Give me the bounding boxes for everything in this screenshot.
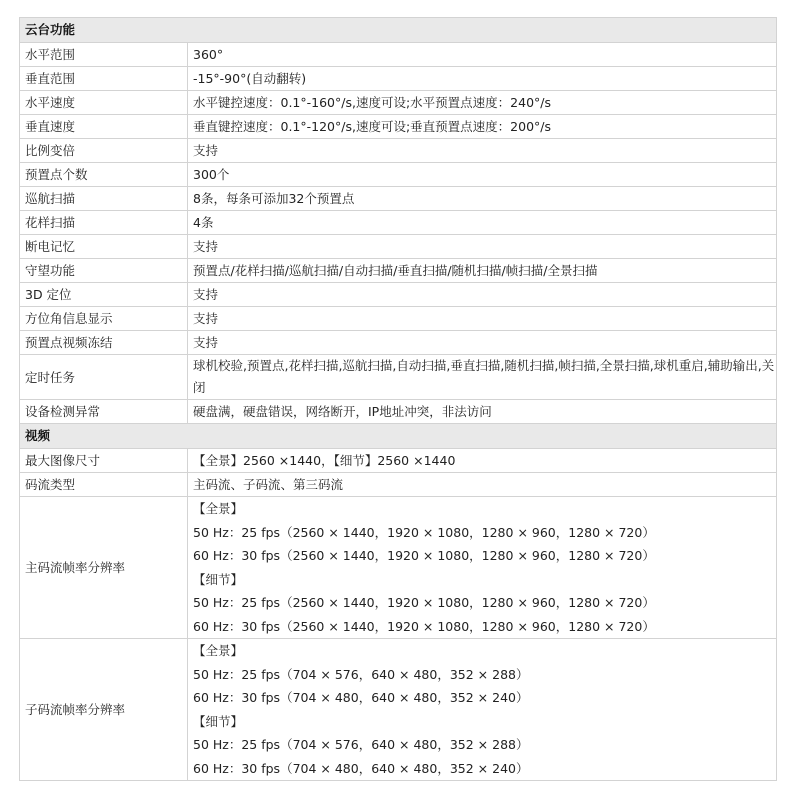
spec-row-exception (20, 400, 777, 424)
group-label-panorama: 【全景】 (193, 501, 244, 516)
spec-row (20, 115, 777, 139)
spec-key: 比例变倍 (20, 139, 188, 163)
section-title: 云台功能 (20, 18, 777, 43)
spec-key: 预置点视频冻结 (20, 331, 188, 355)
spec-key: 守望功能 (20, 259, 188, 283)
spec-row-sub-stream (20, 639, 777, 781)
section-header-video (20, 424, 777, 449)
spec-value: 支持 (188, 307, 777, 331)
spec-value-block (188, 639, 777, 781)
spec-row (20, 139, 777, 163)
spec-row (20, 235, 777, 259)
spec-value: 360° (188, 43, 777, 67)
spec-sheet (19, 17, 777, 781)
spec-row (20, 307, 777, 331)
spec-row (20, 163, 777, 187)
spec-row-timed-task (20, 355, 777, 400)
spec-key: 预置点个数 (20, 163, 188, 187)
spec-row-max-resolution (20, 449, 777, 473)
spec-row (20, 283, 777, 307)
framerate-line: 60 Hz：30 fps（704 × 480，640 × 480，352 × 240） (193, 690, 529, 705)
spec-key: 码流类型 (20, 473, 188, 497)
framerate-line: 60 Hz：30 fps（2560 × 1440，1920 × 1080，1280 × 960，1280 × 720） (193, 548, 655, 563)
spec-value: 垂直键控速度：0.1°-120°/s,速度可设;垂直预置点速度：200°/s (188, 115, 777, 139)
spec-value: 支持 (188, 139, 777, 163)
spec-key: 方位角信息显示 (20, 307, 188, 331)
framerate-line: 60 Hz：30 fps（2560 × 1440，1920 × 1080，1280 × 960，1280 × 720） (193, 618, 655, 634)
spec-value: 支持 (188, 283, 777, 307)
spec-row-stream-type (20, 473, 777, 497)
section-title: 视频 (20, 424, 777, 449)
spec-key: 最大图像尺寸 (20, 449, 188, 473)
spec-key: 巡航扫描 (20, 187, 188, 211)
spec-row (20, 211, 777, 235)
spec-key: 定时任务 (20, 355, 188, 400)
spec-key: 断电记忆 (20, 235, 188, 259)
spec-key: 垂直范围 (20, 67, 188, 91)
spec-value: -15°-90°(自动翻转) (188, 67, 777, 91)
framerate-line: 50 Hz：25 fps（2560 × 1440，1920 × 1080，1280 × 960，1280 × 720） (193, 524, 655, 540)
spec-row (20, 259, 777, 283)
spec-value: 300个 (188, 163, 777, 187)
spec-key: 水平范围 (20, 43, 188, 67)
framerate-line: 50 Hz：25 fps（2560 × 1440，1920 × 1080，1280 × 960，1280 × 720） (193, 595, 655, 610)
spec-value: 8条，每条可添加32个预置点 (188, 187, 777, 211)
spec-key: 水平速度 (20, 91, 188, 115)
group-label-detail: 【细节】 (193, 571, 244, 587)
spec-value-block (188, 497, 777, 639)
group-label-detail: 【细节】 (193, 713, 244, 729)
spec-value: 支持 (188, 331, 777, 355)
section-header-ptz (20, 18, 777, 43)
spec-key: 花样扫描 (20, 211, 188, 235)
spec-key: 子码流帧率分辨率 (20, 639, 188, 781)
spec-value: 主码流、子码流、第三码流 (188, 473, 777, 497)
spec-key: 3D 定位 (20, 283, 188, 307)
spec-row (20, 187, 777, 211)
spec-key: 垂直速度 (20, 115, 188, 139)
spec-value: 水平键控速度：0.1°-160°/s,速度可设;水平预置点速度：240°/s (188, 91, 777, 115)
spec-key: 主码流帧率分辨率 (20, 497, 188, 639)
framerate-line: 50 Hz：25 fps（704 × 576，640 × 480，352 × 288） (193, 737, 529, 752)
framerate-line: 50 Hz：25 fps（704 × 576，640 × 480，352 × 288） (193, 666, 529, 682)
spec-row (20, 43, 777, 67)
spec-table (19, 17, 777, 781)
spec-value: 预置点/花样扫描/巡航扫描/自动扫描/垂直扫描/随机扫描/帧扫描/全景扫描 (188, 259, 777, 283)
group-label-panorama: 【全景】 (193, 643, 244, 658)
spec-value: 支持 (188, 235, 777, 259)
spec-row (20, 331, 777, 355)
spec-key: 设备检测异常 (20, 400, 188, 424)
spec-value: 硬盘满，硬盘错误，网络断开，IP地址冲突，非法访问 (188, 400, 777, 424)
spec-value: 【全景】2560 ×1440，【细节】2560 ×1440 (188, 449, 777, 473)
spec-value: 球机校验,预置点,花样扫描,巡航扫描,自动扫描,垂直扫描,随机扫描,帧扫描,全景扫描,球机重启,辅助输出,关闭 (188, 355, 777, 400)
spec-row-main-stream (20, 497, 777, 639)
framerate-line: 60 Hz：30 fps（704 × 480，640 × 480，352 × 240） (193, 760, 529, 776)
spec-row (20, 67, 777, 91)
spec-value: 4条 (188, 211, 777, 235)
spec-row (20, 91, 777, 115)
